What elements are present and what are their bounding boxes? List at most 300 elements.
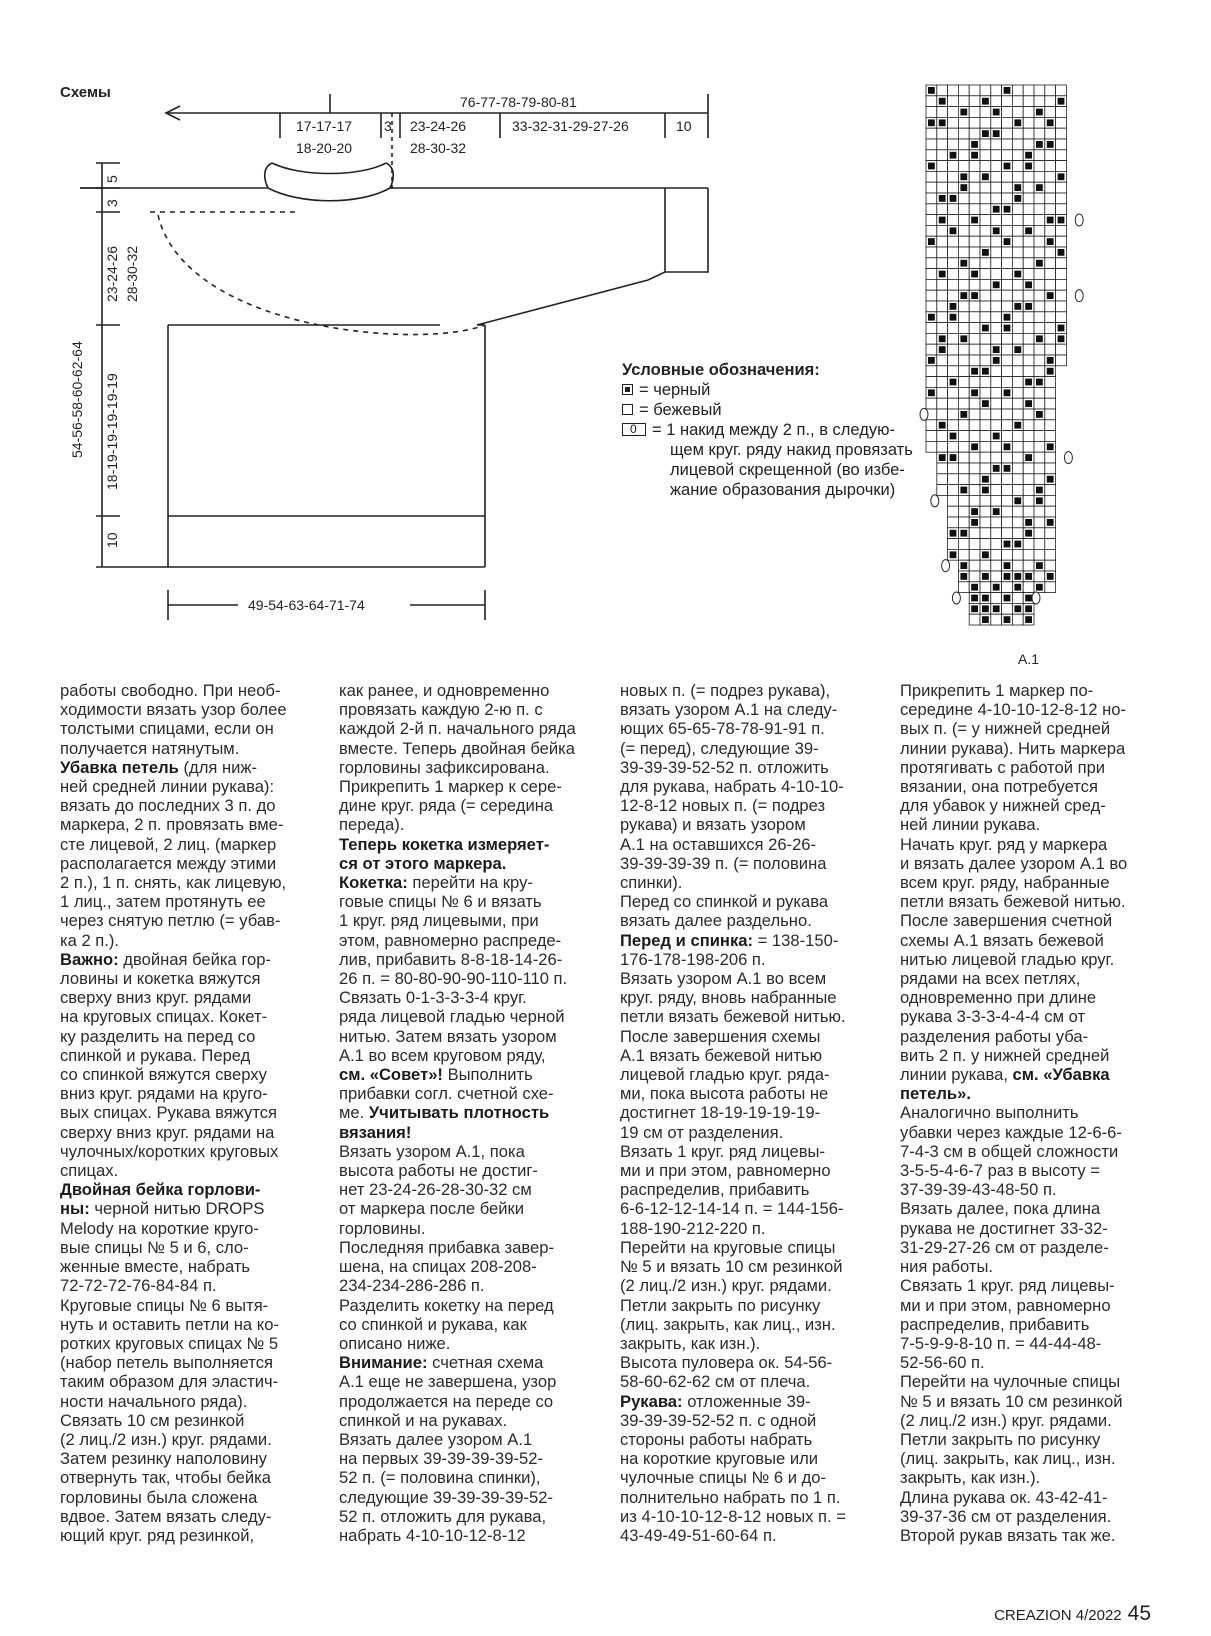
- body-text: описано ниже.: [339, 1333, 451, 1353]
- body-text: = 138-150-: [753, 930, 839, 950]
- text-line: [620, 681, 882, 700]
- body-text: ми, пока высота работы не: [620, 1084, 829, 1104]
- chart-cell: [1012, 485, 1023, 496]
- chart-cell-fill: [971, 271, 978, 278]
- chart-cell: [980, 431, 991, 442]
- chart-cell-fill: [1058, 173, 1065, 180]
- chart-cell: [969, 247, 980, 258]
- yoke-depth-label-b: 28-30-32: [124, 245, 140, 302]
- chart-cell-fill: [1036, 497, 1043, 504]
- chart-yarn-over: [1064, 452, 1072, 464]
- chart-cell-fill: [982, 476, 989, 483]
- text-line: [60, 854, 322, 873]
- text-line: [60, 950, 322, 969]
- chart-cell: [969, 452, 980, 463]
- text-line: [620, 988, 882, 1007]
- chart-cell-fill: [950, 303, 957, 310]
- chart-cell: [980, 344, 991, 355]
- text-line: [620, 1103, 882, 1122]
- body-text: 58-60-62-62 см от плеча.: [620, 1372, 811, 1392]
- chart-cell: [1023, 366, 1034, 377]
- text-line: [339, 1238, 601, 1257]
- chart-cell: [980, 236, 991, 247]
- chart-cell: [991, 171, 1002, 182]
- chart-cell-fill: [1025, 152, 1032, 159]
- text-line: [339, 1046, 601, 1065]
- chart-cell: [1002, 333, 1013, 344]
- chart-cell: [937, 171, 948, 182]
- legend: [622, 360, 952, 500]
- chart-cell: [1012, 247, 1023, 258]
- chart-cell: [1045, 528, 1056, 539]
- chart-cell-fill: [1025, 400, 1032, 407]
- text-line: [620, 1334, 882, 1353]
- text-line: [339, 1161, 601, 1180]
- text-line: [620, 1353, 882, 1372]
- chart-cell: [980, 204, 991, 215]
- body-text: линии рукава,: [900, 1065, 1013, 1085]
- chart-cell: [1012, 258, 1023, 269]
- chart-cell-fill: [950, 530, 957, 537]
- shoulder-label-b: 28-30-32: [410, 140, 467, 156]
- chart-cell: [1023, 409, 1034, 420]
- text-line: [60, 758, 322, 777]
- body-text: стороны работы набрать: [620, 1429, 813, 1449]
- chart-cell-fill: [993, 357, 1000, 364]
- chart-cell: [1012, 528, 1023, 539]
- chart-cell: [926, 301, 937, 312]
- chart-cell: [1034, 366, 1045, 377]
- chart-cell: [1002, 495, 1013, 506]
- chart-cell-fill: [939, 119, 946, 126]
- chart-cell-fill: [1014, 541, 1021, 548]
- chart-cell: [1034, 301, 1045, 312]
- text-line: [339, 911, 601, 930]
- chart-cell: [1034, 279, 1045, 290]
- chart-cell: [926, 290, 937, 301]
- body-text: ности начального ряда).: [60, 1391, 248, 1411]
- chart-cell: [1012, 279, 1023, 290]
- text-line: [339, 815, 601, 834]
- chart-cell: [980, 355, 991, 366]
- chart-cell: [1012, 398, 1023, 409]
- body-text: отложенные 39-: [682, 1391, 811, 1411]
- body-text: ку разделить на перед со: [60, 1026, 256, 1046]
- chart-cell-fill: [982, 573, 989, 580]
- text-line: [339, 1449, 601, 1468]
- chart-cell: [926, 323, 937, 334]
- chart-cell-fill: [1036, 335, 1043, 342]
- chart-cell: [1034, 474, 1045, 485]
- chart-cell: [926, 107, 937, 118]
- chart-cell: [958, 517, 969, 528]
- chart-cell: [980, 290, 991, 301]
- chart-cell: [1012, 387, 1023, 398]
- chart-cell: [1034, 420, 1045, 431]
- pattern-chart-a1: [920, 85, 1083, 625]
- body-text: (набор петель выполняется: [60, 1353, 273, 1373]
- chart-cell-fill: [1058, 335, 1065, 342]
- text-line: [60, 1296, 322, 1315]
- chart-cell: [958, 269, 969, 280]
- chart-cell: [1002, 452, 1013, 463]
- bold-heading: ся от этого маркера.: [339, 853, 507, 873]
- chart-cell: [1034, 398, 1045, 409]
- chart-cell: [948, 344, 959, 355]
- text-line: [60, 1199, 322, 1218]
- body-text: 1 лиц., затем протянуть ее: [60, 892, 266, 912]
- text-line: [339, 1526, 601, 1545]
- body-text: закрыть, как изн.).: [620, 1333, 761, 1353]
- chart-cell-fill: [960, 411, 967, 418]
- chart-cell: [948, 506, 959, 517]
- chart-cell: [1045, 333, 1056, 344]
- chart-cell-fill: [1058, 249, 1065, 256]
- chart-cell: [958, 495, 969, 506]
- text-line: [60, 1488, 322, 1507]
- chart-cell: [958, 128, 969, 139]
- body-text: дине круг. ряда (= середина: [339, 796, 554, 816]
- body-text: вить 2 п. у нижней средней: [900, 1045, 1110, 1065]
- body-text: 1 круг. ряд лицевыми, при: [339, 911, 539, 931]
- chart-cell: [1056, 85, 1067, 96]
- text-line: [620, 1199, 882, 1218]
- text-line: [900, 1219, 1162, 1238]
- body-text: закрыть, как изн.).: [900, 1468, 1041, 1488]
- chart-cell: [980, 539, 991, 550]
- chart-cell: [969, 161, 980, 172]
- chart-cell: [991, 301, 1002, 312]
- chart-cell-fill: [1014, 303, 1021, 310]
- cuff-label: 10: [676, 118, 692, 134]
- body-text: перейти на кру-: [407, 873, 533, 893]
- text-line: [620, 1007, 882, 1026]
- chart-cell-fill: [960, 562, 967, 569]
- text-line: [339, 1142, 601, 1161]
- chart-cell: [1045, 398, 1056, 409]
- chart-cell: [991, 193, 1002, 204]
- chart-cell-fill: [1047, 292, 1054, 299]
- body-text: из 4-10-10-12-8-12 новых п. =: [620, 1506, 846, 1526]
- body-text: протягивать с работой при: [900, 757, 1106, 777]
- chart-cell: [991, 420, 1002, 431]
- chart-cell-fill: [1004, 465, 1011, 472]
- chart-cell: [991, 528, 1002, 539]
- body-text: женные вместе, набрать: [60, 1257, 251, 1277]
- chart-cell: [1034, 96, 1045, 107]
- chart-cell: [1023, 96, 1034, 107]
- chart-cell: [1023, 236, 1034, 247]
- chart-cell: [991, 323, 1002, 334]
- bold-heading: Убавка петель: [60, 757, 179, 777]
- chart-cell: [980, 107, 991, 118]
- chart-cell: [1045, 161, 1056, 172]
- bold-heading: вязания!: [339, 1122, 412, 1142]
- text-line: [620, 1180, 882, 1199]
- chart-cell: [937, 290, 948, 301]
- text-line: [620, 873, 882, 892]
- text-line: [900, 1199, 1162, 1218]
- body-text: А.1 на оставшихся 26-26-: [620, 834, 817, 854]
- chart-cell: [958, 96, 969, 107]
- chart-cell-fill: [1014, 422, 1021, 429]
- text-line: [339, 1007, 601, 1026]
- chart-cell-fill: [1036, 584, 1043, 591]
- body-text: ющих 65-65-78-78-91-91 п.: [620, 719, 825, 739]
- chart-cell: [1045, 409, 1056, 420]
- body-text: ротких круговых спицах № 5: [60, 1333, 279, 1353]
- text-line: [60, 1219, 322, 1238]
- legend-yo-line3: лицевой скрещенной (во избе-: [670, 461, 905, 479]
- text-line: [339, 1219, 601, 1238]
- text-line: [60, 988, 322, 1007]
- chart-cell: [1034, 539, 1045, 550]
- chart-cell: [969, 463, 980, 474]
- chart-cell: [991, 290, 1002, 301]
- chart-cell: [991, 150, 1002, 161]
- text-line: [339, 1065, 601, 1084]
- chart-cell: [1045, 312, 1056, 323]
- body-text: круг. ряду, вновь набранные: [620, 988, 837, 1008]
- text-line: [620, 1084, 882, 1103]
- chart-cell: [958, 420, 969, 431]
- text-line: [60, 1353, 322, 1372]
- chart-cell: [1002, 269, 1013, 280]
- chart-cell: [980, 452, 991, 463]
- text-line: [339, 1257, 601, 1276]
- chart-cell: [980, 387, 991, 398]
- chart-cell: [1002, 549, 1013, 560]
- chart-cell: [958, 279, 969, 290]
- chart-cell: [1002, 107, 1013, 118]
- chart-cell: [958, 225, 969, 236]
- legend-yo-text: = 1 накид между 2 п., в следую-: [652, 421, 895, 439]
- chart-cell: [926, 269, 937, 280]
- body-text: отвернуть так, чтобы бейка: [60, 1468, 271, 1488]
- chart-cell: [991, 139, 1002, 150]
- body-text: горловины зафиксирована.: [339, 757, 550, 777]
- chart-cell-fill: [1004, 389, 1011, 396]
- chart-cell: [1023, 474, 1034, 485]
- text-line: [60, 1468, 322, 1487]
- body-text: на круговых спицах. Кокет-: [60, 1007, 268, 1027]
- chart-cell: [991, 409, 1002, 420]
- magazine-issue: CREAZION 4/2022: [994, 1607, 1122, 1624]
- text-line: [620, 815, 882, 834]
- empty-square-icon: [622, 404, 633, 415]
- chart-cell: [958, 474, 969, 485]
- chart-cell: [1045, 247, 1056, 258]
- body-text: для убавок у нижней сред-: [900, 796, 1106, 816]
- chart-cell-fill: [1025, 605, 1032, 612]
- chart-cell: [926, 279, 937, 290]
- chart-cell: [1012, 463, 1023, 474]
- chart-cell: [948, 323, 959, 334]
- chart-cell: [1034, 549, 1045, 560]
- chart-cell: [958, 85, 969, 96]
- chart-cell: [1056, 225, 1067, 236]
- chart-cell: [926, 204, 937, 215]
- left-dimensions: [86, 163, 168, 567]
- body-text: разделения работы уба-: [900, 1026, 1089, 1046]
- chart-cell-fill: [971, 389, 978, 396]
- text-line: [339, 969, 601, 988]
- chart-cell: [1012, 333, 1023, 344]
- chart-cell: [958, 161, 969, 172]
- chart-cell-fill: [1004, 541, 1011, 548]
- chart-cell-fill: [1014, 497, 1021, 504]
- chart-cell: [1034, 528, 1045, 539]
- chart-cell: [1023, 344, 1034, 355]
- text-line: [620, 950, 882, 969]
- chart-cell: [1023, 85, 1034, 96]
- body-text: двойная бейка гор-: [118, 949, 272, 969]
- chart-cell: [1056, 139, 1067, 150]
- chart-cell: [948, 290, 959, 301]
- chart-cell: [1045, 107, 1056, 118]
- text-line: [60, 1276, 322, 1295]
- chart-cell: [948, 258, 959, 269]
- body-text: ходимости вязать узор более: [60, 700, 287, 720]
- chart-cell: [1045, 128, 1056, 139]
- chart-cell-fill: [982, 368, 989, 375]
- body-text: 19 см от разделения.: [620, 1122, 784, 1142]
- body-text: лицевой гладью круг. ряда-: [620, 1065, 830, 1085]
- body-text: нитью. Затем вязать узором: [339, 1026, 557, 1046]
- body-text: спицах.: [60, 1161, 119, 1181]
- text-line: [620, 1449, 882, 1468]
- chart-cell: [1002, 117, 1013, 128]
- text-line: [339, 1507, 601, 1526]
- chart-cell: [1002, 398, 1013, 409]
- chart-cell: [1002, 215, 1013, 226]
- chart-cell-fill: [1036, 411, 1043, 418]
- chart-cell-fill: [950, 227, 957, 234]
- chart-cell: [926, 344, 937, 355]
- text-line: [620, 1372, 882, 1391]
- chart-cell: [937, 85, 948, 96]
- chart-cell-fill: [1014, 119, 1021, 126]
- text-line: [620, 1123, 882, 1142]
- chart-cell: [991, 517, 1002, 528]
- body-text: рядами на всех петлях,: [900, 969, 1081, 989]
- chart-cell: [1045, 182, 1056, 193]
- body-text: После завершения схемы: [620, 1026, 821, 1046]
- chart-cell-fill: [982, 325, 989, 332]
- chart-cell: [1023, 495, 1034, 506]
- text-line: [339, 1276, 601, 1295]
- chart-cell-fill: [1036, 109, 1043, 116]
- chart-cell: [958, 312, 969, 323]
- chart-cell: [991, 269, 1002, 280]
- body-text: ния работы.: [900, 1257, 993, 1277]
- text-line: [900, 1430, 1162, 1449]
- chart-cell-fill: [950, 314, 957, 321]
- body-text: спинкой и на рукавах.: [339, 1410, 508, 1430]
- chart-cell: [1045, 96, 1056, 107]
- text-line: [339, 1392, 601, 1411]
- chart-cell: [937, 107, 948, 118]
- body-text: середине 4-10-10-12-8-12 но-: [900, 700, 1127, 720]
- chart-cell: [1012, 355, 1023, 366]
- chart-cell: [1012, 107, 1023, 118]
- chart-cell: [1045, 269, 1056, 280]
- text-line: [60, 1123, 322, 1142]
- chart-cell: [1045, 301, 1056, 312]
- text-line: [60, 1526, 322, 1545]
- chart-cell: [969, 193, 980, 204]
- body-text: ющий круг. ряд резинкой,: [60, 1525, 255, 1545]
- chart-cell: [937, 247, 948, 258]
- text-line: [60, 1449, 322, 1468]
- chart-cell: [1034, 225, 1045, 236]
- body-text: ми и при этом, равномерно: [620, 1161, 831, 1181]
- chart-cell: [926, 150, 937, 161]
- body-text: Перед со спинкой и рукава: [620, 892, 829, 912]
- chart-cell-fill: [1004, 163, 1011, 170]
- chart-cell-fill: [982, 98, 989, 105]
- text-line: [60, 796, 322, 815]
- text-line: [60, 1507, 322, 1526]
- body-text: черной нитью DROPS: [89, 1199, 265, 1219]
- chart-cell-fill: [971, 152, 978, 159]
- chart-cell: [1012, 96, 1023, 107]
- chart-cell-fill: [928, 238, 935, 245]
- chart-cell: [1023, 485, 1034, 496]
- body-text: Второй рукав вязать так же.: [900, 1525, 1116, 1545]
- body-text: вых спицах. Рукава вяжутся: [60, 1103, 278, 1123]
- text-line: [620, 1046, 882, 1065]
- chart-cell: [991, 474, 1002, 485]
- chart-cell: [969, 614, 980, 625]
- chart-cell: [969, 474, 980, 485]
- text-line: [900, 969, 1162, 988]
- chart-cell-fill: [1036, 562, 1043, 569]
- chart-cell: [1012, 452, 1023, 463]
- page-number: 45: [1127, 1602, 1151, 1625]
- chart-cell: [1023, 128, 1034, 139]
- chart-cell: [958, 377, 969, 388]
- text-line: [60, 700, 322, 719]
- body-text: вязать узором А.1 на следу-: [620, 700, 838, 720]
- shoulder-label-a: 23-24-26: [410, 118, 467, 134]
- text-line: [339, 1296, 601, 1315]
- text-line: [900, 1084, 1162, 1103]
- neck-step-label: 3: [384, 118, 392, 134]
- body-text: распределив, прибавить: [900, 1314, 1090, 1334]
- chart-cell-fill: [950, 195, 957, 202]
- chart-cell: [1045, 549, 1056, 560]
- chart-cell: [1002, 182, 1013, 193]
- body-text: ряда лицевой гладью черной: [339, 1007, 565, 1027]
- chart-cell: [1023, 171, 1034, 182]
- chart-cell-fill: [939, 271, 946, 278]
- chart-cell: [958, 539, 969, 550]
- chart-cell-fill: [939, 346, 946, 353]
- text-column-2: [339, 681, 601, 1545]
- body-text: 2 п.), 1 п. снять, как лицевую,: [60, 873, 287, 893]
- text-line: [900, 1257, 1162, 1276]
- chart-cell: [1045, 204, 1056, 215]
- chart-cell: [937, 139, 948, 150]
- text-line: [60, 1392, 322, 1411]
- chart-cell: [1012, 614, 1023, 625]
- body-text: горловины.: [339, 1218, 426, 1238]
- chart-cell: [1023, 290, 1034, 301]
- chart-cell: [969, 96, 980, 107]
- text-line: [60, 1046, 322, 1065]
- text-line: [60, 1180, 322, 1199]
